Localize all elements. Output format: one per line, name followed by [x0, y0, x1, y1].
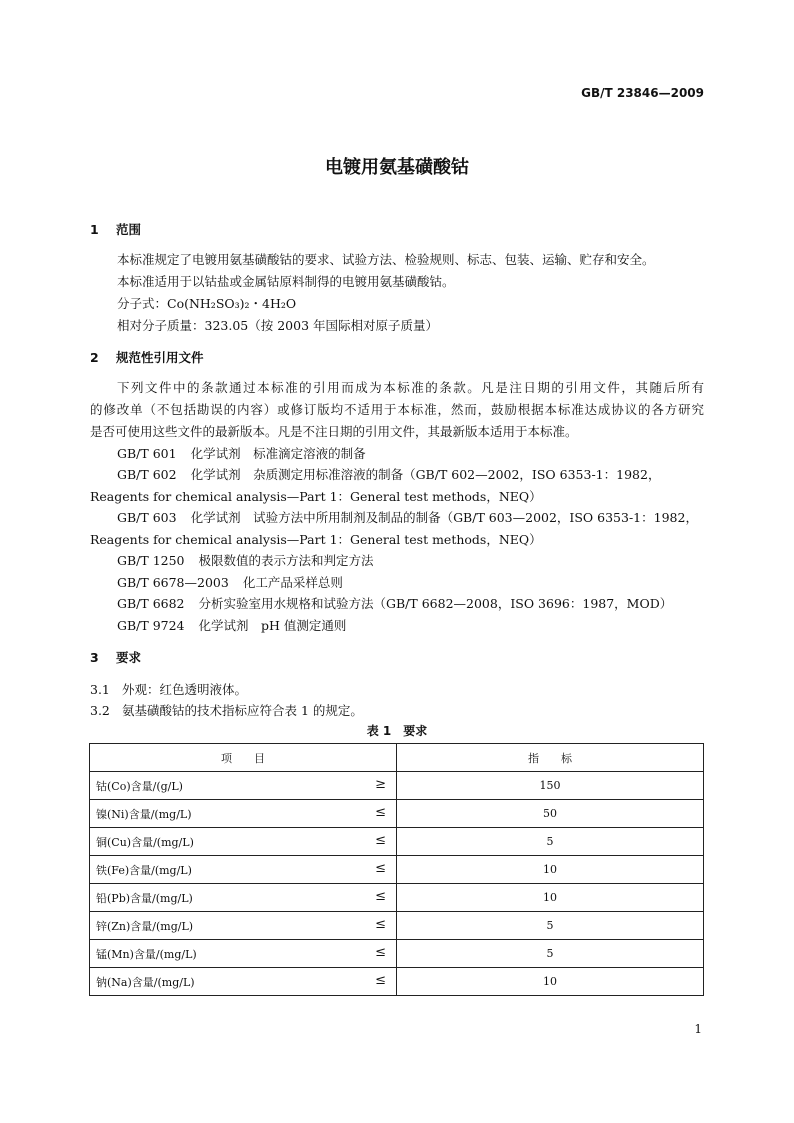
section-3-heading	[90, 648, 141, 666]
clause-number: 3.1	[90, 682, 110, 697]
reference-title: Reagents for chemical analysis—Part 1：General test methods，NEQ）	[90, 489, 542, 504]
value-cell: 150	[397, 772, 704, 800]
page-number: 1	[694, 1022, 702, 1036]
section-title: 范围	[116, 222, 142, 237]
reference-title: 化工产品采样总则	[242, 575, 343, 590]
table-row	[90, 884, 704, 912]
molecular-mass: 相对分子质量：323.05（按 2003 年国际相对原子质量）	[117, 318, 438, 333]
clause-text: 氨基磺酸钴的技术指标应符合表 1 的规定。	[122, 703, 363, 718]
table-header-row	[90, 744, 704, 772]
item-cell	[90, 800, 397, 828]
paragraph-line: 是否可使用这些文件的最新版本。凡是不注日期的引用文件，其最新版本适用于本标准。	[90, 424, 578, 439]
reference-title: 化学试剂 标准滴定溶液的制备	[190, 446, 366, 461]
clause-text: 外观：红色透明液体。	[122, 682, 248, 697]
section-number: 3	[90, 650, 99, 665]
table-row	[90, 912, 704, 940]
reference-title: Reagents for chemical analysis—Part 1：General test methods，NEQ）	[90, 532, 542, 547]
value-cell: 50	[397, 800, 704, 828]
reference-item	[117, 465, 660, 483]
requirements-table	[89, 743, 704, 996]
reference-item	[117, 508, 698, 526]
item-cell	[90, 772, 397, 800]
table-row	[90, 800, 704, 828]
item-cell	[90, 856, 397, 884]
column-header-item: 项 目	[90, 744, 397, 772]
reference-title: 极限数值的表示方法和判定方法	[198, 553, 374, 568]
table-row	[90, 968, 704, 996]
table-row	[90, 828, 704, 856]
column-header-value: 指 标	[397, 744, 704, 772]
reference-item	[117, 444, 366, 462]
limit-symbol: ≤	[375, 889, 386, 904]
value-cell: 10	[397, 884, 704, 912]
item-label: 镍(Ni)含量/(mg/L)	[96, 807, 192, 821]
document-title: 电镀用氨基磺酸钴	[325, 157, 469, 178]
limit-symbol: ≤	[375, 861, 386, 876]
value-cell: 5	[397, 940, 704, 968]
reference-code: GB/T 1250	[117, 553, 185, 568]
reference-title: 化学试剂 试验方法中所用制剂及制品的制备（GB/T 603—2002，ISO 6353-1：1982，	[190, 510, 698, 525]
paragraph: 本标准规定了电镀用氨基磺酸钴的要求、试验方法、检验规则、标志、包装、运输、贮存和安全。	[117, 252, 655, 267]
reference-item	[117, 616, 346, 634]
paragraph-line: 下列文件中的条款通过本标准的引用而成为本标准的条款。凡是注日期的引用文件，其随后所有	[117, 380, 704, 395]
limit-symbol: ≤	[375, 973, 386, 988]
item-label: 锌(Zn)含量/(mg/L)	[96, 919, 194, 933]
clause-number: 3.2	[90, 703, 110, 718]
reference-code: GB/T 6682	[117, 596, 185, 611]
section-1-heading	[90, 220, 141, 238]
item-label: 锰(Mn)含量/(mg/L)	[96, 947, 197, 961]
reference-item	[117, 573, 343, 591]
item-label: 铜(Cu)含量/(mg/L)	[96, 835, 194, 849]
section-title: 规范性引用文件	[116, 350, 204, 365]
item-cell	[90, 828, 397, 856]
reference-title: 化学试剂 杂质测定用标准溶液的制备（GB/T 602—2002，ISO 6353-1：1982，	[190, 467, 661, 482]
clause-3-2	[90, 701, 363, 719]
table-row	[90, 772, 704, 800]
paragraph-line: 的修改单（不包括勘误的内容）或修订版均不适用于本标准，然而，鼓励根据本标准达成协议的各方研究	[90, 402, 704, 417]
item-cell	[90, 884, 397, 912]
item-cell	[90, 940, 397, 968]
limit-symbol: ≤	[375, 917, 386, 932]
paragraph: 本标准适用于以钴盐或金属钴原料制得的电镀用氨基磺酸钴。	[117, 274, 455, 289]
clause-3-1	[90, 680, 247, 698]
limit-symbol: ≤	[375, 805, 386, 820]
item-cell	[90, 968, 397, 996]
reference-title: 分析实验室用水规格和试验方法（GB/T 6682—2008，ISO 3696：1987，MOD）	[198, 596, 673, 611]
reference-code: GB/T 9724	[117, 618, 185, 633]
reference-code: GB/T 602	[117, 467, 177, 482]
reference-item	[117, 551, 374, 569]
section-number: 2	[90, 350, 99, 365]
standard-number: GB/T 23846—2009	[581, 86, 704, 100]
reference-item	[90, 530, 542, 548]
molecular-formula: 分子式：Co(NH₂SO₃)₂・4H₂O	[117, 296, 297, 311]
limit-symbol: ≥	[375, 777, 386, 792]
reference-item	[90, 487, 542, 505]
item-label: 钴(Co)含量/(g/L)	[96, 779, 183, 793]
value-cell: 5	[397, 828, 704, 856]
item-label: 铅(Pb)含量/(mg/L)	[96, 891, 193, 905]
item-label: 钠(Na)含量/(mg/L)	[96, 975, 195, 989]
value-cell: 10	[397, 968, 704, 996]
table-row	[90, 856, 704, 884]
item-label: 铁(Fe)含量/(mg/L)	[96, 863, 192, 877]
value-cell: 10	[397, 856, 704, 884]
reference-item	[117, 594, 672, 612]
reference-code: GB/T 603	[117, 510, 177, 525]
section-2-heading	[90, 348, 204, 366]
table-row	[90, 940, 704, 968]
reference-code: GB/T 601	[117, 446, 177, 461]
section-title: 要求	[116, 650, 142, 665]
table-caption: 表 1 要求	[366, 724, 428, 738]
section-number: 1	[90, 222, 99, 237]
limit-symbol: ≤	[375, 833, 386, 848]
limit-symbol: ≤	[375, 945, 386, 960]
value-cell: 5	[397, 912, 704, 940]
reference-title: 化学试剂 pH 值测定通则	[198, 618, 347, 633]
reference-code: GB/T 6678—2003	[117, 575, 229, 590]
item-cell	[90, 912, 397, 940]
